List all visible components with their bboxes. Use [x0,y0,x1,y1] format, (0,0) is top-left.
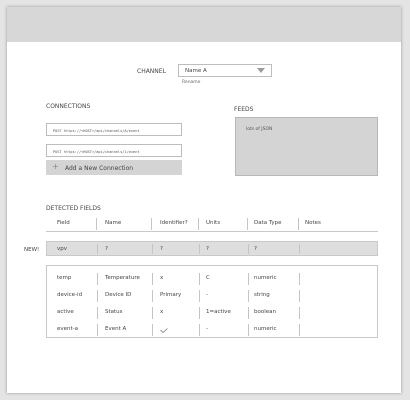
column-divider [152,324,153,336]
column-divider [248,307,249,319]
feeds-content: lots of JSON [246,127,273,132]
feeds-title: FEEDS [234,106,254,113]
field-row-cell-identifier[interactable]: x [160,275,164,281]
column-divider [199,273,200,285]
feeds-panel [235,117,378,176]
column-divider [199,324,200,336]
new-row-cell-units[interactable]: ? [206,246,209,252]
column-header: Identifier? [160,220,188,226]
connection-url-field[interactable]: POST https://<HOST>/api/channels/1/event [46,144,182,157]
channel-select-value: Name A [185,68,207,74]
new-field-row[interactable] [46,241,378,256]
new-row-cell-identifier[interactable]: ? [160,246,163,252]
column-divider [299,324,300,336]
fields-table [46,265,378,338]
column-divider [299,307,300,319]
column-header: Field [57,220,70,226]
column-header: Units [206,220,221,226]
column-divider [299,273,300,285]
field-row-cell-name[interactable]: Event A [105,326,127,332]
new-badge: NEW! [24,247,40,253]
field-row-cell-units[interactable]: C [206,275,210,281]
field-row-cell-units[interactable]: 1=active [206,309,231,315]
field-row-cell-name[interactable]: Temperature [105,275,140,281]
rename-link[interactable]: Rename [182,80,201,85]
column-divider [199,244,200,254]
column-divider [299,244,300,254]
column-divider [152,307,153,319]
column-divider [152,290,153,302]
field-row-cell-datatype[interactable]: string [254,292,270,298]
column-divider [248,244,249,254]
field-row-cell-identifier[interactable]: x [160,309,164,315]
table-row[interactable] [47,322,377,339]
column-header: Data Type [254,220,282,226]
column-divider [298,218,299,230]
field-row-cell-units[interactable]: - [206,292,208,298]
header-divider [46,231,378,232]
new-row-cell-field[interactable]: vpv [57,246,68,252]
field-row-cell-name[interactable]: Status [105,309,123,315]
field-row-cell-field[interactable]: active [57,309,74,315]
top-header-bar [7,7,401,42]
field-row-cell-datatype[interactable]: numeric [254,275,277,281]
new-row-cell-datatype[interactable]: ? [254,246,257,252]
field-row-cell-units[interactable]: - [206,326,208,332]
column-divider [97,273,98,285]
column-divider [248,324,249,336]
detected-fields-title: DETECTED FIELDS [46,205,101,212]
chevron-down-icon [257,68,265,73]
channel-select[interactable] [178,64,272,77]
field-row-cell-field[interactable]: temp [57,275,72,281]
column-header: Name [105,220,122,226]
column-divider [198,218,199,230]
field-row-cell-identifier[interactable]: Primary [160,292,182,298]
column-divider [151,218,152,230]
column-divider [97,290,98,302]
column-divider [299,290,300,302]
add-connection-button[interactable] [46,160,182,175]
table-row[interactable] [47,288,377,305]
column-divider [248,273,249,285]
column-divider [152,244,153,254]
table-header [47,217,378,231]
column-divider [247,218,248,230]
table-row[interactable] [47,305,377,322]
new-row-cell-name[interactable]: ? [105,246,108,252]
column-divider [248,290,249,302]
add-connection-label: Add a New Connection [65,164,134,172]
table-row[interactable] [47,271,377,288]
field-row-cell-field[interactable]: event-a [57,326,79,332]
column-divider [199,307,200,319]
field-row-cell-name[interactable]: Device ID [105,292,132,298]
field-row-cell-field[interactable]: device-id [57,292,83,298]
app-window [7,7,401,393]
column-divider [199,290,200,302]
column-divider [97,324,98,336]
connection-url-field[interactable]: POST https://<HOST>/api/channels/A/event [46,123,182,136]
column-header: Notes [305,220,321,226]
channel-label: CHANNEL [137,68,166,75]
plus-icon: + [52,162,59,171]
column-divider [97,244,98,254]
field-row-cell-datatype[interactable]: boolean [254,309,276,315]
connections-title: CONNECTIONS [46,103,91,110]
column-divider [152,273,153,285]
field-row-cell-datatype[interactable]: numeric [254,326,277,332]
column-divider [96,218,97,230]
checkmark-icon [160,328,168,333]
column-divider [97,307,98,319]
